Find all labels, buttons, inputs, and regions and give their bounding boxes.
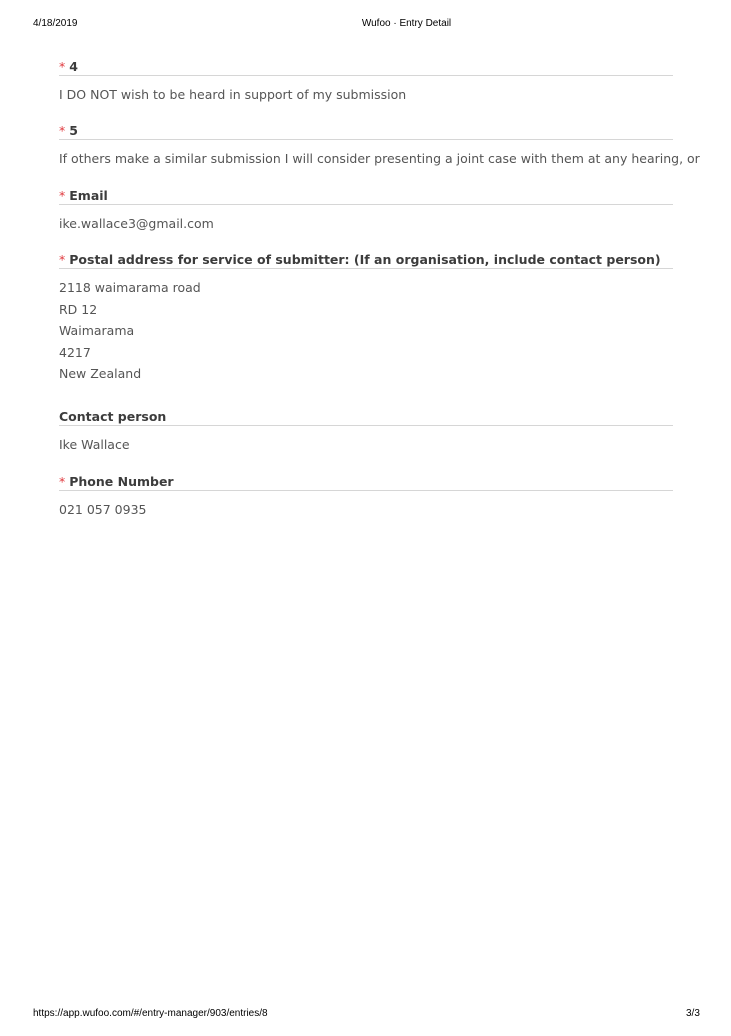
required-marker: * (59, 188, 66, 203)
field-4 (59, 59, 673, 106)
postal-line: 2118 waimarama road (59, 280, 201, 295)
postal-line: 4217 (59, 344, 91, 360)
email-value: ike.wallace3@gmail.com (59, 216, 214, 231)
contact-person-value: Ike Wallace (59, 437, 130, 452)
print-title: Wufoo · Entry Detail (361, 18, 452, 29)
required-marker: * (59, 59, 66, 74)
field-5 (59, 123, 700, 170)
postal-line: New Zealand (59, 366, 142, 381)
postal-line: RD 12 (59, 301, 98, 317)
field-postal-address (59, 252, 673, 385)
print-header (0, 18, 731, 32)
required-marker: * (59, 252, 66, 267)
print-url: https://app.wufoo.com/#/entry-manager/903/entries/8 (33, 1008, 268, 1019)
postal-address-value (59, 277, 673, 385)
email-label: * Email (59, 188, 673, 205)
field-4-label: * 4 (59, 59, 673, 76)
field-4-value: I DO NOT wish to be heard in support of my submission (59, 87, 407, 102)
phone-number-label: * Phone Number (59, 474, 673, 491)
phone-number-value: 021 057 0935 (59, 502, 147, 517)
page-number: 3/3 (686, 1008, 700, 1019)
field-5-label: * 5 (59, 123, 673, 140)
field-email (59, 188, 673, 235)
field-phone-number (59, 474, 673, 521)
postal-line: Waimarama (59, 323, 135, 338)
contact-person-label: Contact person (59, 409, 673, 426)
required-marker: * (59, 123, 66, 138)
print-footer (0, 1008, 731, 1022)
print-date: 4/18/2019 (33, 18, 78, 29)
field-5-value: If others make a similar submission I will consider presenting a joint case with them at any hearing, or (59, 151, 700, 166)
field-contact-person (59, 409, 673, 456)
postal-address-label: * Postal address for service of submitter: (If an organisation, include contact person) (59, 252, 673, 269)
required-marker: * (59, 474, 66, 489)
